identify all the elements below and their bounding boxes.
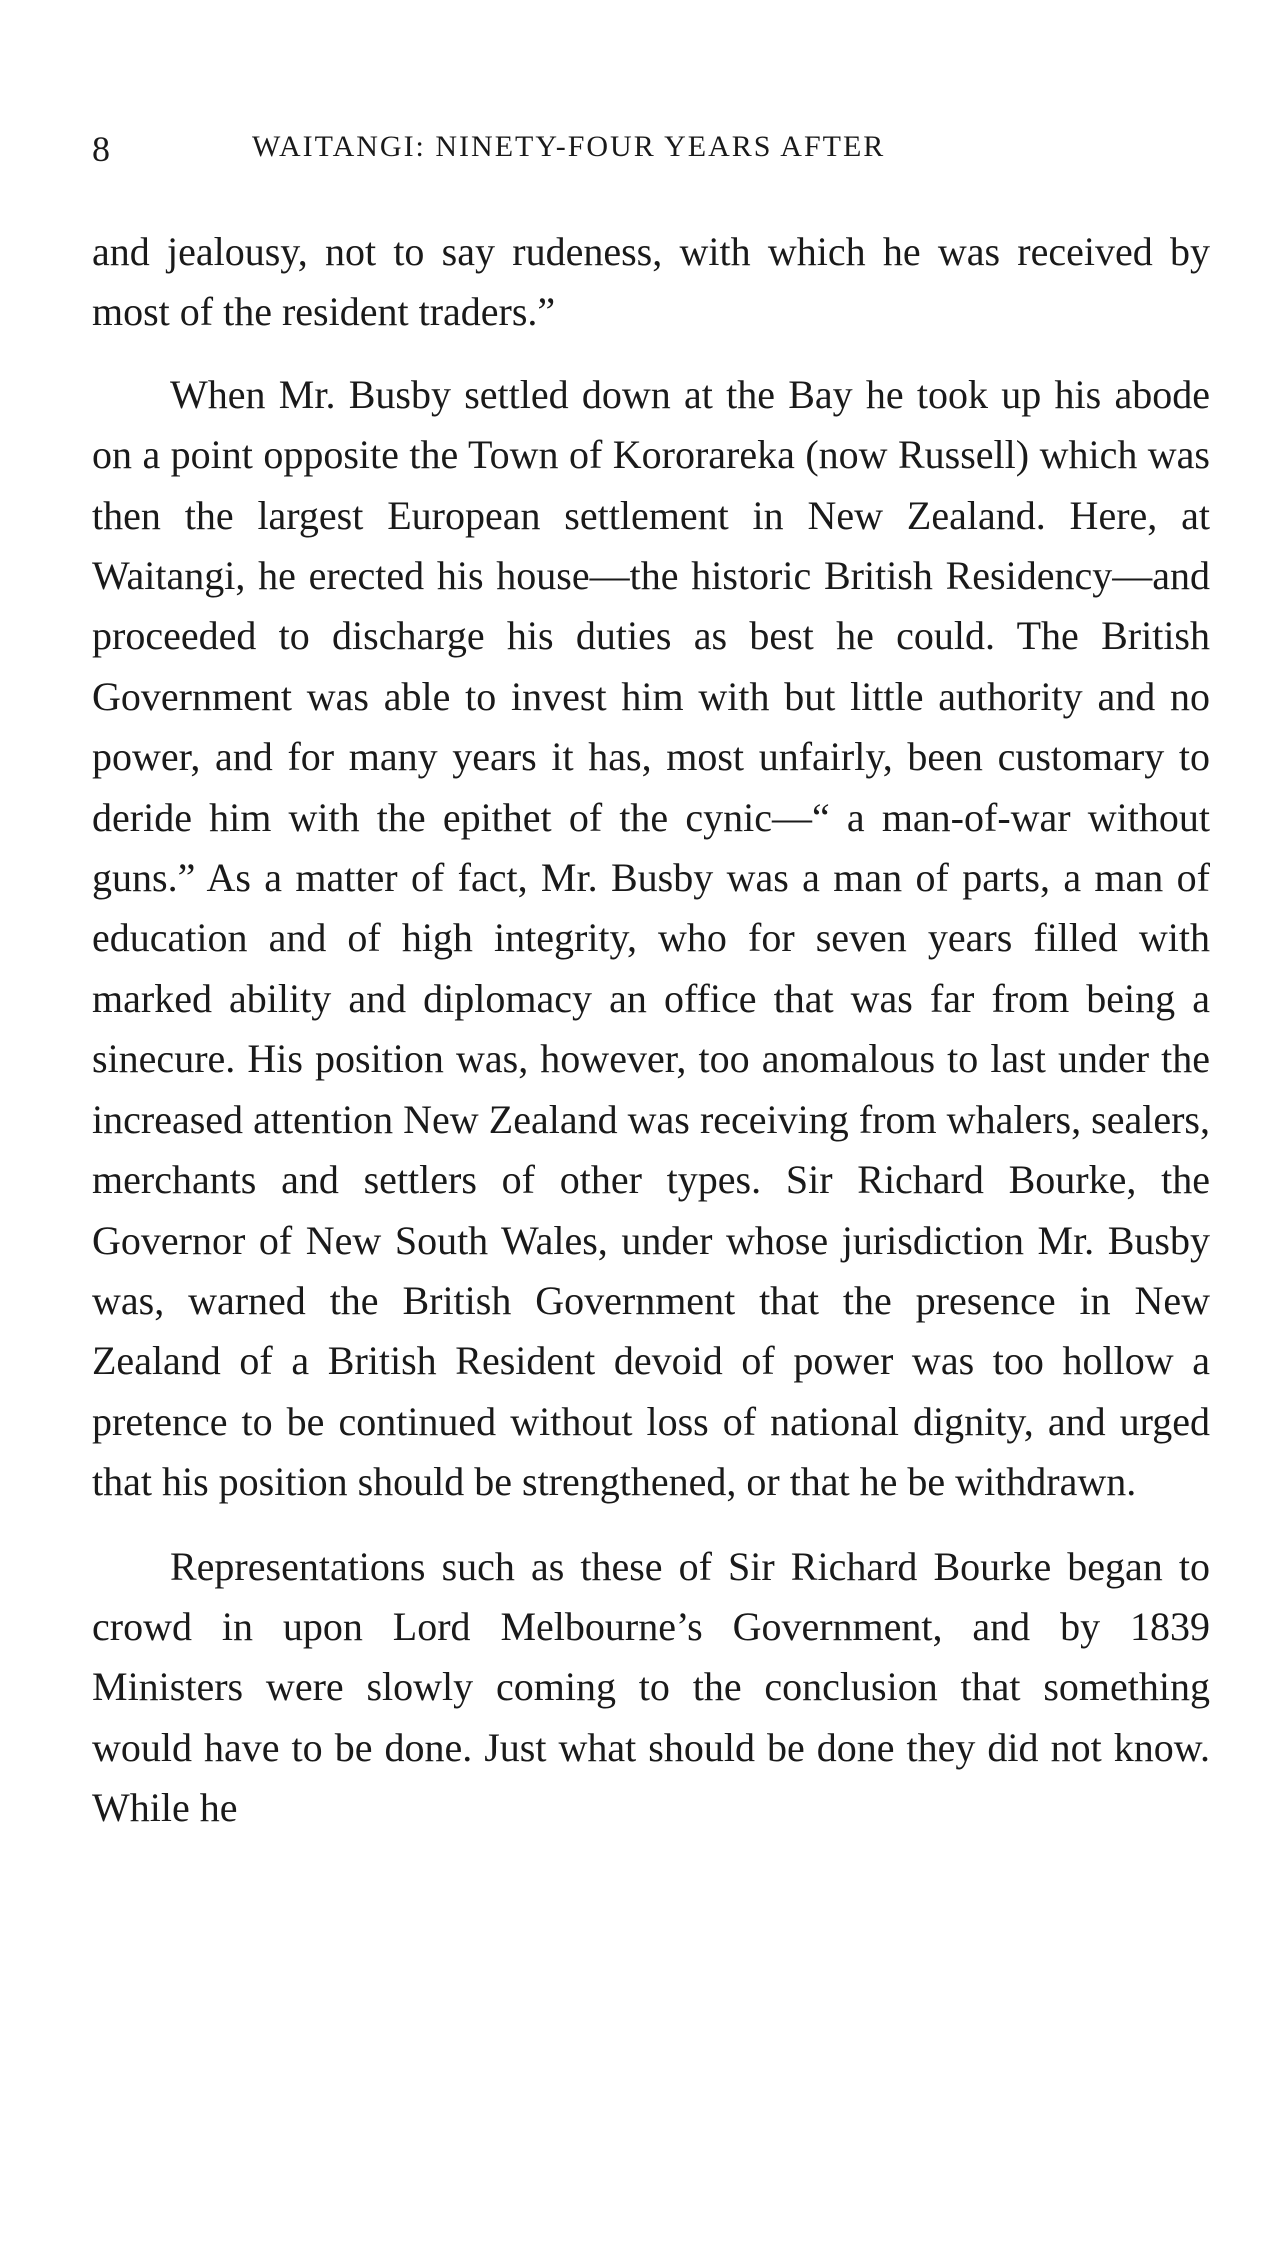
paragraph-representations: Representations such as these of Sir Richard Bourke began to crowd in upon Lord Melbourne’s Government, and by 1839 Ministers were slowly coming to the conclusion that something would have to be done. Just what should be done they did not know. While he — [92, 1543, 1210, 1831]
running-head — [92, 128, 1032, 168]
page-number: 8 — [92, 129, 110, 169]
body-text — [92, 222, 1210, 1839]
running-title: WAITANGI: NINETY-FOUR YEARS AFTER — [252, 130, 886, 163]
paragraph-busby-residency: When Mr. Busby settled down at the Bay he took up his abode on a point opposite the Town of Kororareka (now Russell) which was then the largest European settlement in New Zealand. Here, at Waitangi, he erected his house—the historic British Residency—and proceeded to discharge his duties as best he could. The British Government was able to invest him with but little authority and no power, and for many years it has, most unfairly, been customary to deride him with the epithet of the cynic—“ a man-of-war without guns.” As a matter of fact, Mr. Busby was a man of parts, a man of education and of high integrity, who for seven years filled with marked ability and diplomacy an office that was far from being a sinecure. His position was, however, too anomalous to last under the increased attention New Zealand was receiving from whalers, sealers, merchants and settlers of other types. Sir Richard Bourke, the Governor of New South Wales, under whose jurisdiction Mr. Busby was, warned the British Government that the presence in New Zealand of a British Resident devoid of power was too hollow a pretence to be continued without loss of national dignity, and urged that his position should be strengthened, or that he be withdrawn. — [92, 371, 1210, 1505]
paragraph-continuation: and jealousy, not to say rudeness, with which he was received by most of the resident traders.” — [92, 229, 1210, 335]
